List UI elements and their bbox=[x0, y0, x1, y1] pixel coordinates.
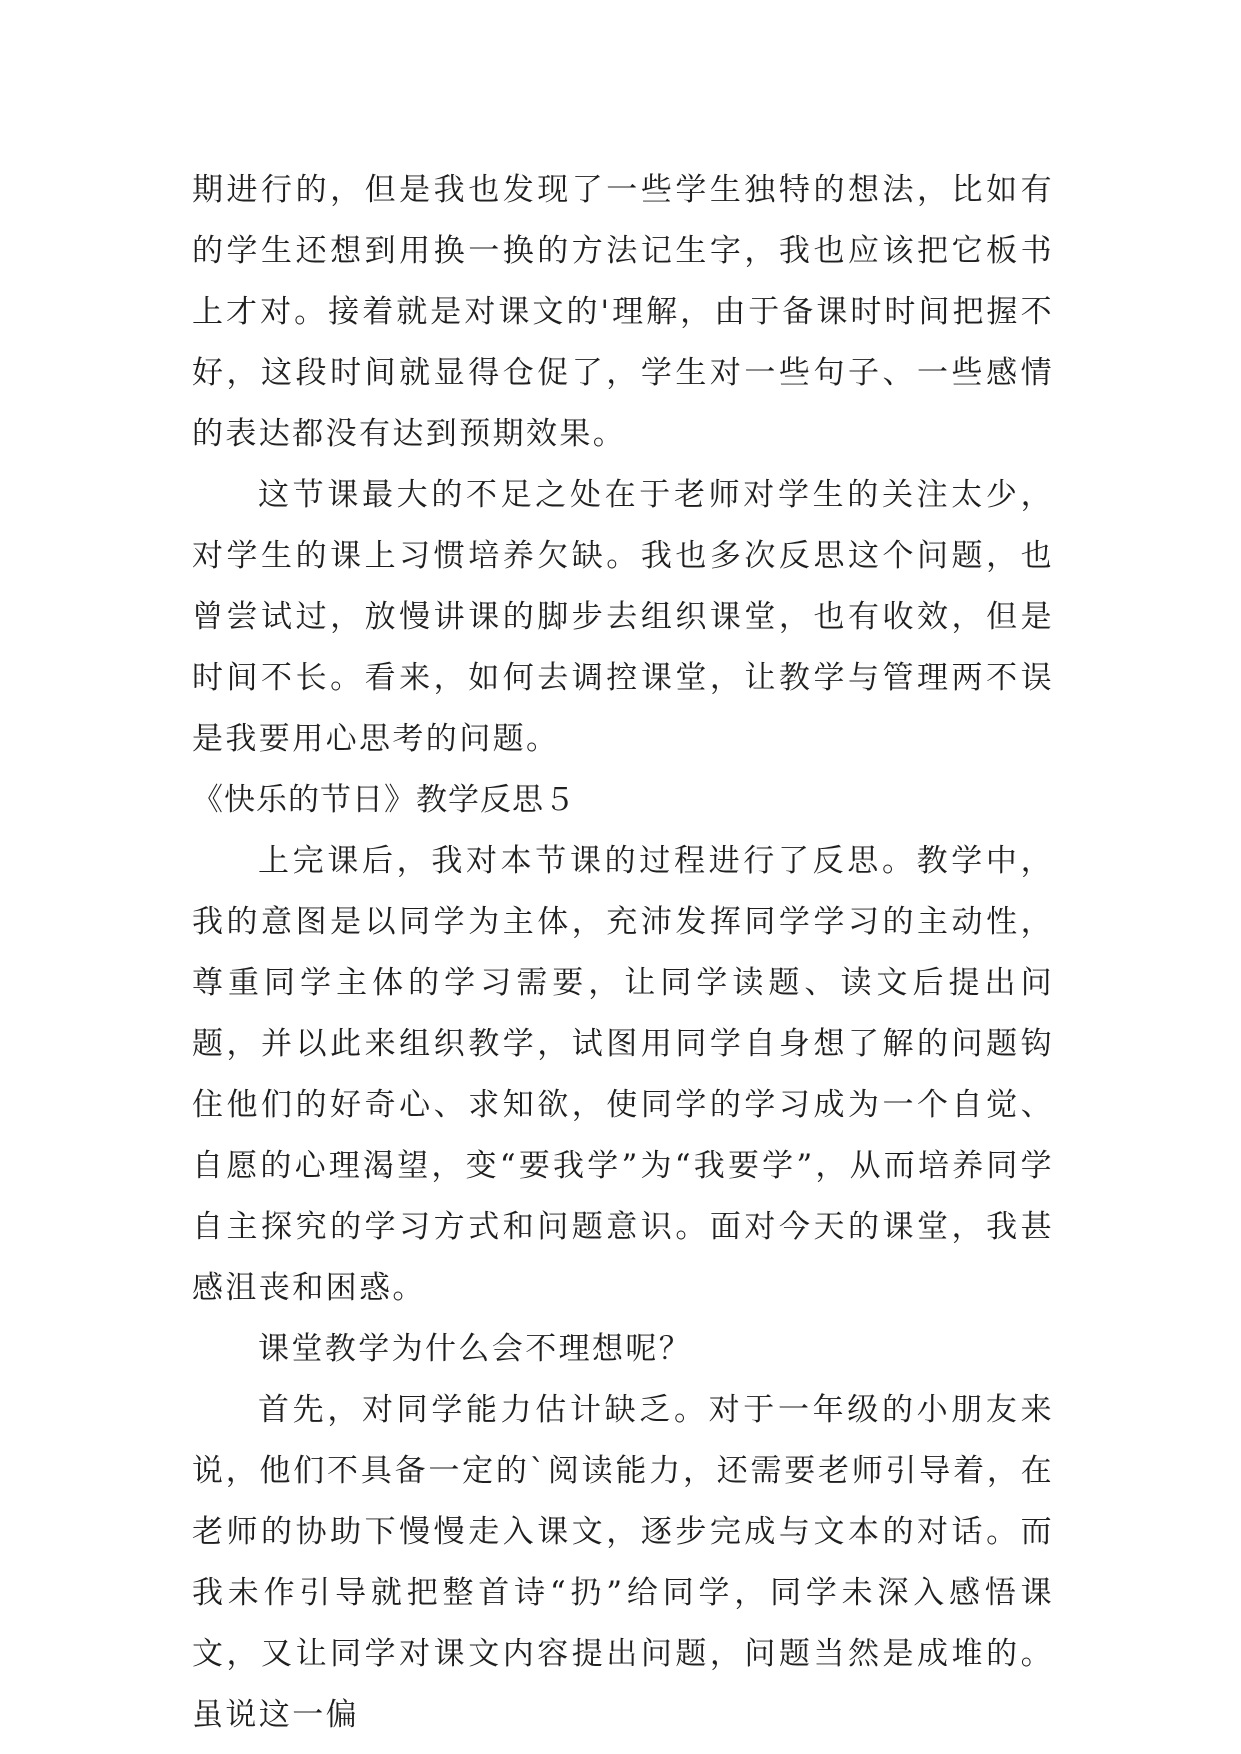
paragraph-1: 期进行的，但是我也发现了一些学生独特的想法，比如有的学生还想到用换一换的方法记生字，我也应该把它板书上才对。接着就是对课文的'理解，由于备课时时间把握不好，这段时间就显得仓促了，学生对一些句子、一些感情的表达都没有达到预期效果。 bbox=[192, 172, 1054, 452]
document-page bbox=[192, 160, 1054, 1746]
paragraph-5: 首先，对同学能力估计缺乏。对于一年级的小朋友来说，他们不具备一定的`阅读能力，还需要老师引导着，在老师的协助下慢慢走入课文，逐步完成与文本的对话。而我未作引导就把整首诗“扔”给同学，同学未深入感悟课文，又让同学对课文内容提出问题，问题当然是成堆的。虽说这一偏 bbox=[192, 1392, 1054, 1733]
paragraph-4: 课堂教学为什么会不理想呢？ bbox=[258, 1331, 693, 1367]
paragraph-3: 上完课后，我对本节课的过程进行了反思。教学中，我的意图是以同学为主体，充沛发挥同学学习的主动性，尊重同学主体的学习需要，让同学读题、读文后提出问题，并以此来组织教学，试图用同学自身想了解的问题钩住他们的好奇心、求知欲，使同学的学习成为一个自觉、自愿的心理渴望，变“要我学”为“我要学”，从而培养同学自主探究的学习方式和问题意识。面对今天的课堂，我甚感沮丧和困惑。 bbox=[192, 843, 1054, 1306]
section-heading: 《快乐的节日》教学反思５ bbox=[192, 782, 576, 818]
paragraph-2: 这节课最大的不足之处在于老师对学生的关注太少，对学生的课上习惯培养欠缺。我也多次反思这个问题，也曾尝试过，放慢讲课的脚步去组织课堂，也有收效，但是时间不长。看来，如何去调控课堂，让教学与管理两不误是我要用心思考的问题。 bbox=[192, 477, 1054, 757]
